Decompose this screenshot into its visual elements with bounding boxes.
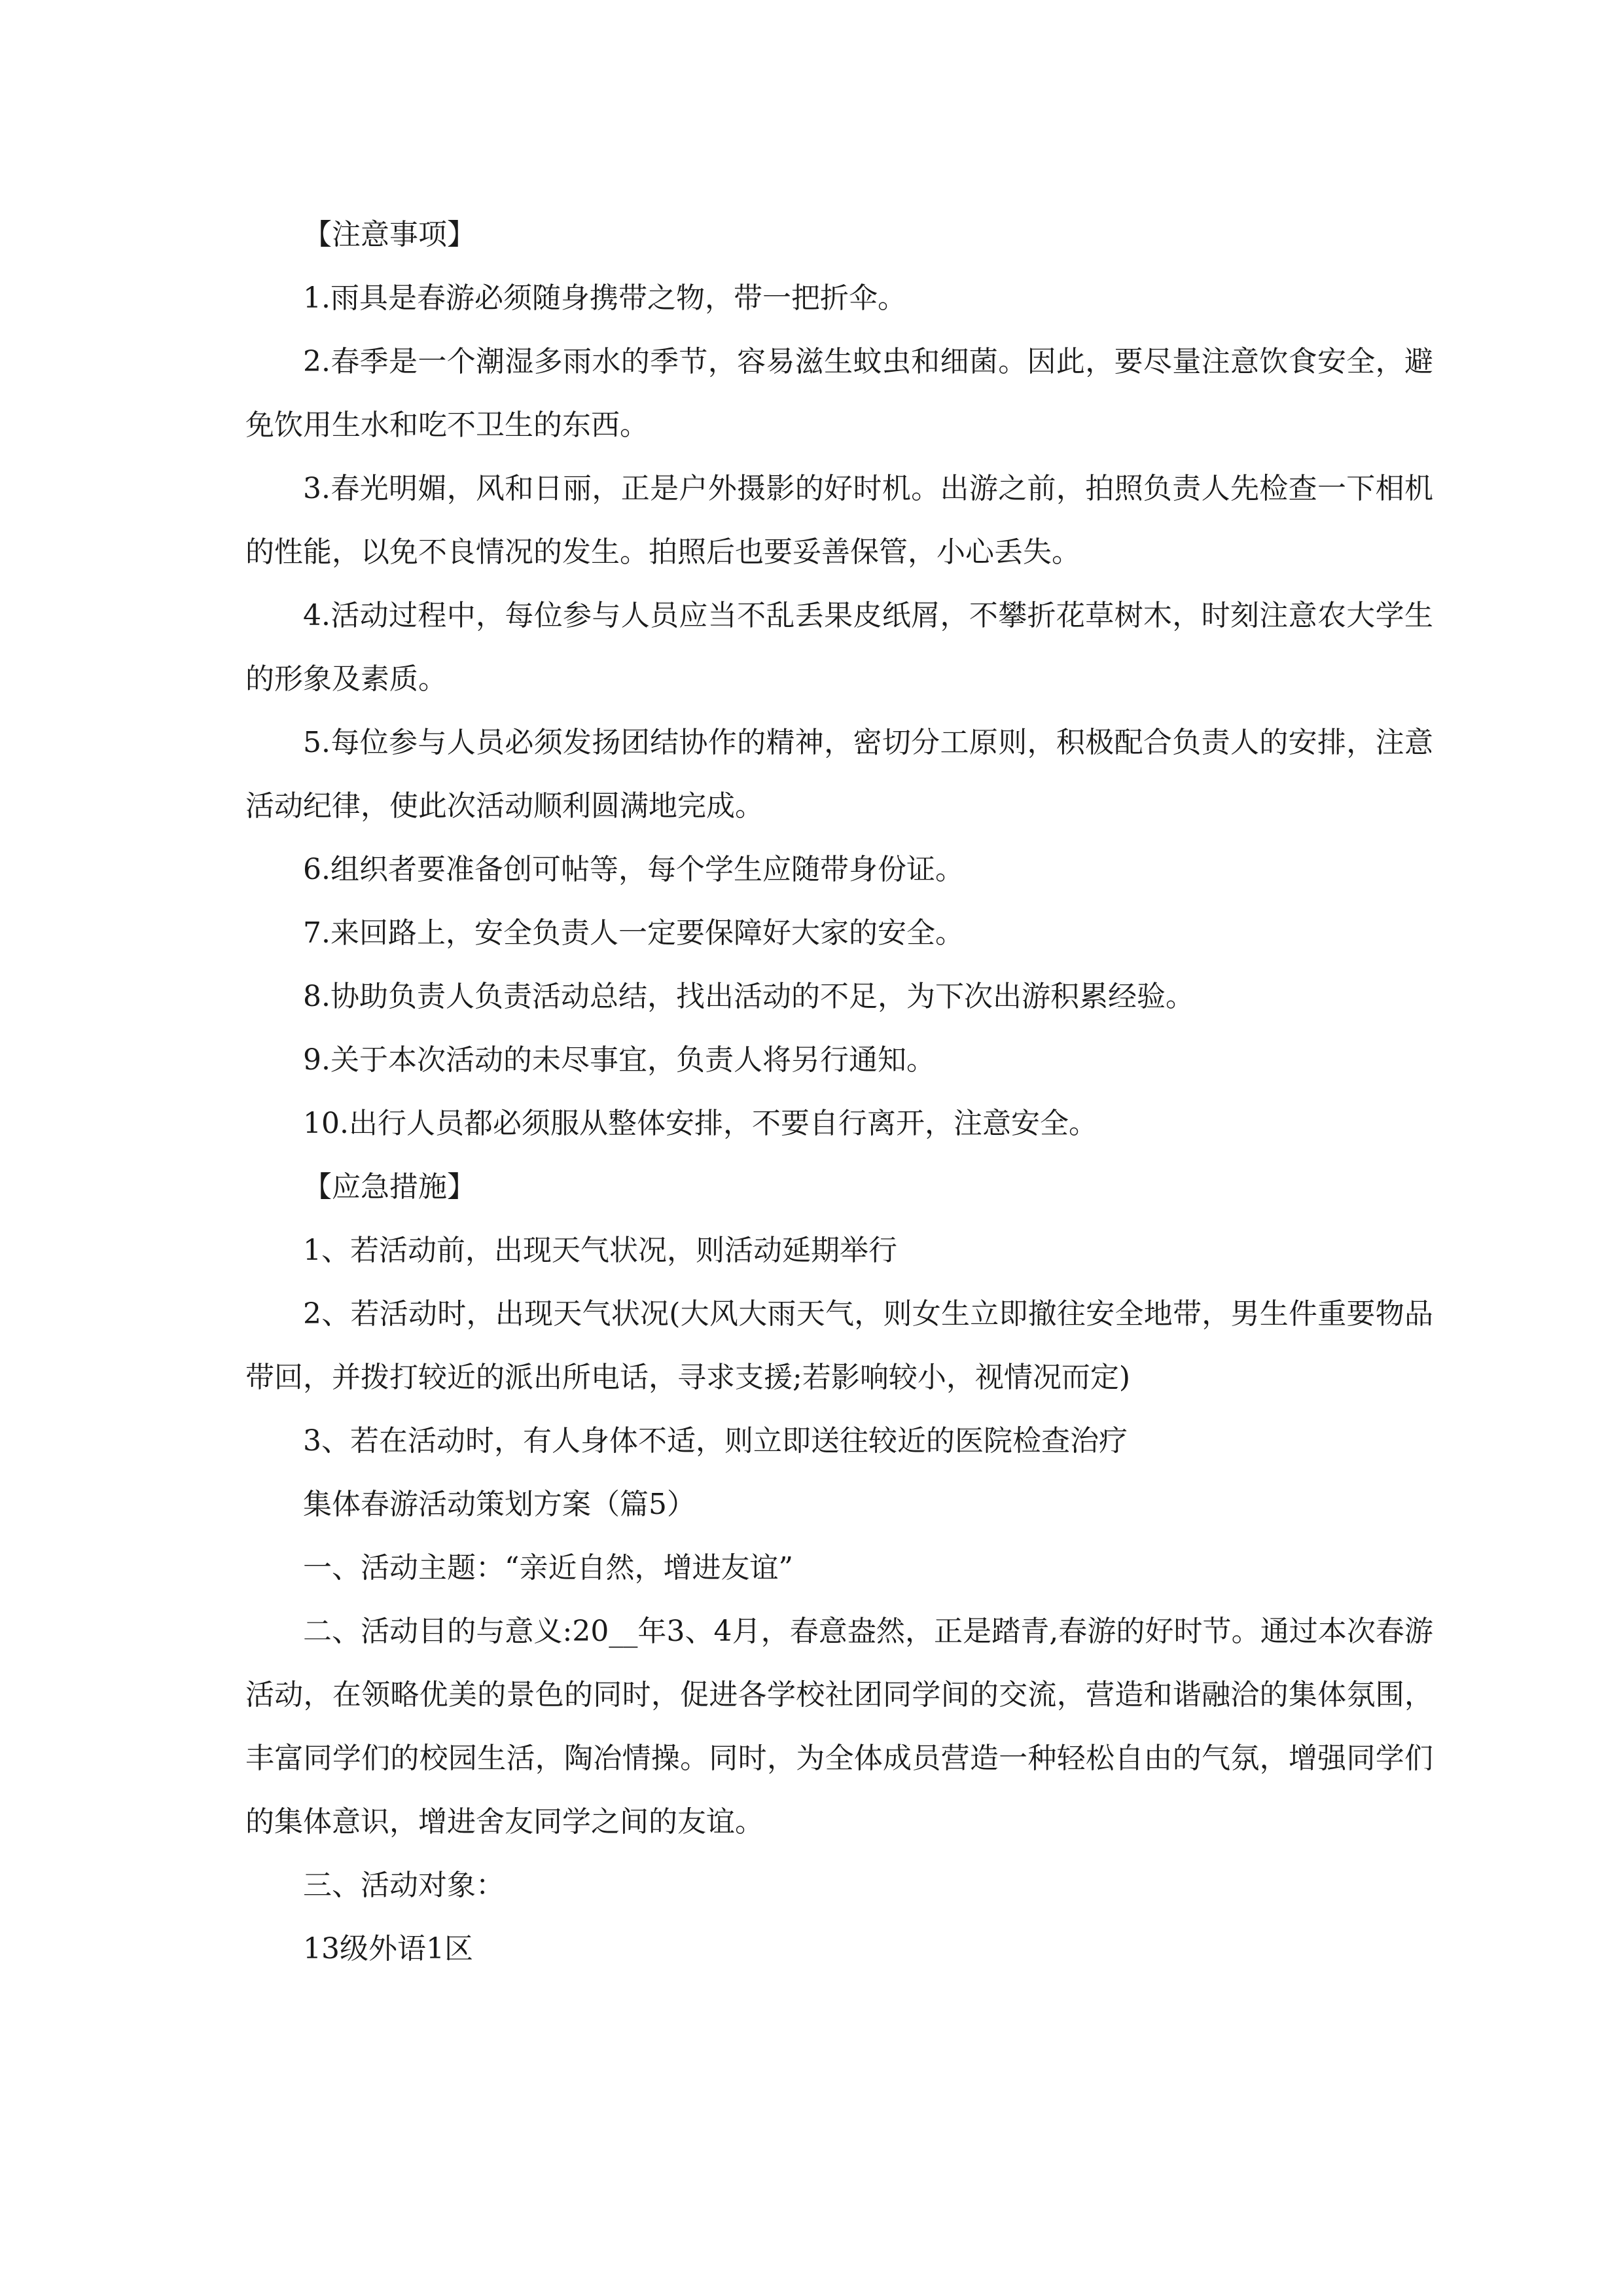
precaution-item-6: 6.组织者要准备创可帖等，每个学生应随带身份证。 — [303, 853, 964, 886]
precaution-item-3: 3.春光明媚，风和日丽，正是户外摄影的好时机。出游之前，拍照负责人先检查一下相机的性能，以免不良情况的发生。拍照后也要妥善保管，小心丢失。 — [245, 472, 1433, 569]
precaution-item-8: 8.协助负责人负责活动总结，找出活动的不足，为下次出游积累经验。 — [303, 980, 1194, 1013]
emergency-item-3: 3、若在活动时，有人身体不适，则立即送往较近的医院检查治疗 — [303, 1424, 1128, 1458]
section-heading-precautions: 【注意事项】 — [303, 218, 476, 251]
activity-target-heading: 三、活动对象： — [303, 1869, 505, 1902]
precaution-item-10: 10.出行人员都必须服从整体安排，不要自行离开，注意安全。 — [303, 1107, 1097, 1140]
precaution-item-9: 9.关于本次活动的未尽事宜，负责人将另行通知。 — [303, 1043, 935, 1077]
precaution-item-2: 2.春季是一个潮湿多雨水的季节，容易滋生蚊虫和细菌。因此，要尽量注意饮食安全，避免饮用生水和吃不卫生的东西。 — [245, 345, 1433, 442]
activity-theme: 一、活动主题：“亲近自然，增进友谊” — [303, 1551, 793, 1585]
document-body — [245, 203, 1433, 1981]
emergency-item-2: 2、若活动时，出现天气状况(大风大雨天气，则女生立即撤往安全地带，男生件重要物品带回，并拨打较近的派出所电话，寻求支援;若影响较小，视情况而定) — [245, 1297, 1433, 1394]
plan-title: 集体春游活动策划方案（篇5） — [303, 1488, 696, 1521]
emergency-item-1: 1、若活动前，出现天气状况，则活动延期举行 — [303, 1234, 897, 1267]
precaution-item-4: 4.活动过程中，每位参与人员应当不乱丢果皮纸屑，不攀折花草树木，时刻注意农大学生的形象及素质。 — [245, 599, 1433, 696]
precaution-item-5: 5.每位参与人员必须发扬团结协作的精神，密切分工原则，积极配合负责人的安排，注意活动纪律，使此次活动顺利圆满地完成。 — [245, 726, 1433, 823]
precaution-item-1: 1.雨具是春游必须随身携带之物，带一把折伞。 — [303, 281, 906, 315]
section-heading-emergency: 【应急措施】 — [303, 1170, 476, 1204]
activity-target-value: 13级外语1区 — [303, 1932, 473, 1965]
precaution-item-7: 7.来回路上，安全负责人一定要保障好大家的安全。 — [303, 916, 964, 950]
activity-purpose: 二、活动目的与意义:20__年3、4月，春意盎然，正是踏青,春游的好时节。通过本次春游活动，在领略优美的景色的同时，促进各学校社团同学间的交流，营造和谐融洽的集体氛围，丰富同学们的校园生活，陶冶情操。同时，为全体成员营造一种轻松自由的气氛，增强同学们的集体意识，增进舍友同学之间的友谊。 — [245, 1615, 1433, 1839]
